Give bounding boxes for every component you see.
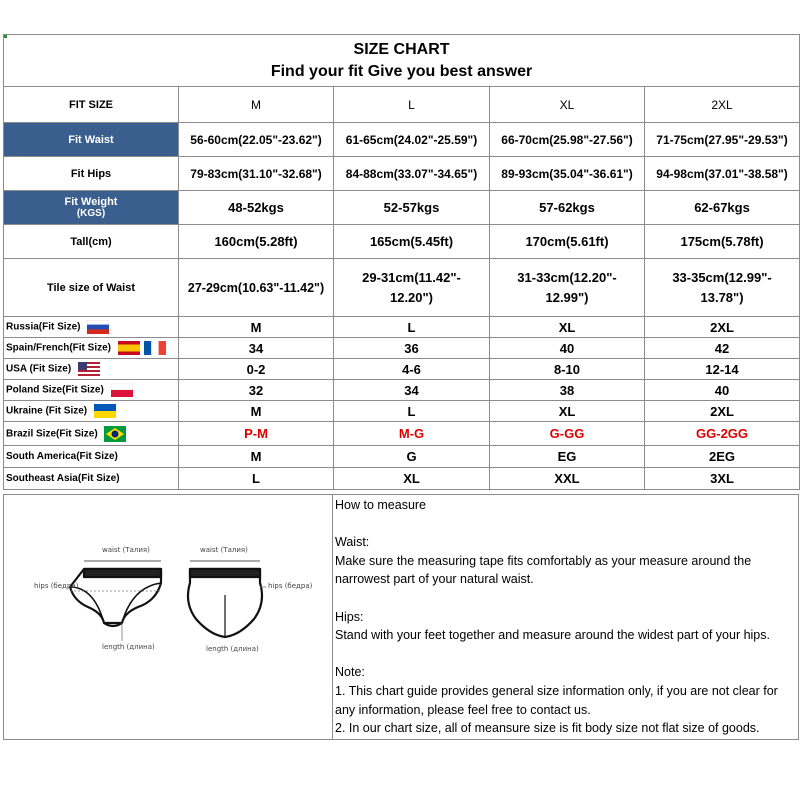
fit-size-header: FIT SIZE <box>4 87 179 123</box>
row-label <box>4 401 179 422</box>
poland-flag-icon <box>111 383 133 397</box>
france-flag-icon <box>144 341 166 355</box>
back-waist-label: waist (Талия) <box>200 546 248 554</box>
table-cell: 2XL <box>645 317 800 338</box>
table-cell: 57-62kgs <box>490 191 645 225</box>
brazil-flag-icon <box>104 426 126 442</box>
back-hips-label: hips (бедра) <box>268 582 313 590</box>
front-length-label: length (длина) <box>102 643 155 651</box>
fit-weight-unit: (KGS) <box>76 208 106 219</box>
row-label <box>4 338 179 359</box>
spain-flag-icon <box>118 341 140 355</box>
table-cell <box>645 259 800 317</box>
note-text-line: any information, please feel free to contact us. <box>335 702 591 717</box>
table-cell: G <box>334 446 490 468</box>
table-cell: 12-14 <box>645 359 800 380</box>
row-label: Southeast Asia(Fit Size) <box>4 468 179 490</box>
poland-row <box>4 380 800 401</box>
table-cell <box>490 259 645 317</box>
table-cell: 79-83cm(31.10"-32.68") <box>179 157 334 191</box>
russia-row <box>4 317 800 338</box>
table-cell: 3XL <box>645 468 800 490</box>
table-cell: P-M <box>179 422 334 446</box>
table-cell: 61-65cm(24.02"-25.59") <box>334 123 490 157</box>
table-cell: XXL <box>490 468 645 490</box>
row-label: Fit Hips <box>4 157 179 191</box>
size-header-l: L <box>334 87 490 123</box>
table-cell: 94-98cm(37.01"-38.58") <box>645 157 800 191</box>
note-text-line: 2. In our chart size, all of meansure size is fit body size not flat size of goods. <box>335 721 760 736</box>
region-label: USA (Fit Size) <box>6 363 72 375</box>
usa-row <box>4 359 800 380</box>
table-cell: 32 <box>179 380 334 401</box>
measure-section <box>3 494 799 740</box>
back-length-label: length (длина) <box>206 645 259 653</box>
brazil-row <box>4 422 800 446</box>
row-label: Fit Waist <box>4 123 179 157</box>
cell-line: 31-33cm(12.20"- <box>517 269 617 285</box>
size-header-xl: XL <box>490 87 645 123</box>
table-cell: XL <box>490 401 645 422</box>
table-cell: 2EG <box>645 446 800 468</box>
size-chart-sheet <box>3 34 799 490</box>
russia-flag-icon <box>87 320 109 334</box>
front-hips-label: hips (бедра) <box>34 582 79 590</box>
table-cell: 170cm(5.61ft) <box>490 225 645 259</box>
tile-waist-row <box>4 259 800 317</box>
row-label <box>4 359 179 380</box>
table-cell: G-GG <box>490 422 645 446</box>
south-america-row <box>4 446 800 468</box>
table-cell: M-G <box>334 422 490 446</box>
table-cell: 71-75cm(27.95"-29.53") <box>645 123 800 157</box>
cell-line: 12.99") <box>545 289 589 305</box>
hips-text-line: Stand with your feet together and measure around the widest part of your hips. <box>335 628 770 643</box>
table-cell: XL <box>334 468 490 490</box>
ukraine-flag-icon <box>94 404 116 418</box>
row-label <box>4 380 179 401</box>
row-label: South America(Fit Size) <box>4 446 179 468</box>
region-label: Russia(Fit Size) <box>6 321 81 333</box>
front-waist-label: waist (Талия) <box>102 546 150 554</box>
row-label: Tile size of Waist <box>4 259 179 317</box>
table-cell: GG-2GG <box>645 422 800 446</box>
table-cell: 34 <box>334 380 490 401</box>
table-cell: 36 <box>334 338 490 359</box>
table-cell <box>334 259 490 317</box>
table-cell: 34 <box>179 338 334 359</box>
table-cell: EG <box>490 446 645 468</box>
ukraine-row <box>4 401 800 422</box>
fit-weight-label: Fit Weight <box>64 196 118 208</box>
region-label: Spain/French(Fit Size) <box>6 342 112 354</box>
table-cell: 2XL <box>645 401 800 422</box>
region-label: Ukraine (Fit Size) <box>6 405 88 417</box>
table-cell: L <box>179 468 334 490</box>
cell-line: 29-31cm(11.42"- <box>362 269 461 285</box>
cell-line: 33-35cm(12.99"- <box>672 269 772 285</box>
southeast-asia-row <box>4 468 800 490</box>
region-label: Brazil Size(Fit Size) <box>6 428 98 440</box>
tall-row <box>4 225 800 259</box>
usa-flag-icon <box>78 362 100 376</box>
header-row <box>4 87 800 123</box>
row-label <box>4 191 179 225</box>
table-cell: XL <box>490 317 645 338</box>
page-subtitle: Find your fit Give you best answer <box>270 62 533 80</box>
table-cell: 62-67kgs <box>645 191 800 225</box>
waist-text-line: narrowest part of your natural waist. <box>335 572 534 587</box>
hips-title: Hips: <box>335 609 364 624</box>
table-cell: M <box>179 317 334 338</box>
table-cell: 84-88cm(33.07"-34.65") <box>334 157 490 191</box>
table-cell: 175cm(5.78ft) <box>645 225 800 259</box>
table-cell: 66-70cm(25.98"-27.56") <box>490 123 645 157</box>
table-cell: 8-10 <box>490 359 645 380</box>
table-cell: 42 <box>645 338 800 359</box>
table-cell: L <box>334 401 490 422</box>
page-title: SIZE CHART <box>353 40 450 58</box>
row-label: Tall(cm) <box>4 225 179 259</box>
table-cell: 38 <box>490 380 645 401</box>
measure-instructions <box>333 494 799 740</box>
measure-diagram <box>3 494 333 740</box>
table-cell: 48-52kgs <box>179 191 334 225</box>
table-cell: 40 <box>490 338 645 359</box>
cell-line: 13.78") <box>700 289 744 305</box>
fit-weight-row <box>4 191 800 225</box>
measure-heading: How to measure <box>335 498 427 512</box>
row-label <box>4 317 179 338</box>
table-cell: 56-60cm(22.05"-23.62") <box>179 123 334 157</box>
front-brief-icon <box>70 569 161 626</box>
underwear-diagram-icon <box>4 495 332 739</box>
table-cell: M <box>179 446 334 468</box>
table-cell: 40 <box>645 380 800 401</box>
table-cell <box>179 259 334 317</box>
fit-hips-row <box>4 157 800 191</box>
back-brief-icon <box>188 569 262 637</box>
table-cell: 4-6 <box>334 359 490 380</box>
note-title: Note: <box>335 665 365 680</box>
size-header-m: M <box>179 87 334 123</box>
size-table <box>3 34 800 490</box>
table-cell: 89-93cm(35.04"-36.61") <box>490 157 645 191</box>
waist-title: Waist: <box>335 535 370 550</box>
size-header-2xl: 2XL <box>645 87 800 123</box>
spain-france-row <box>4 338 800 359</box>
row-label <box>4 422 179 446</box>
table-cell: 52-57kgs <box>334 191 490 225</box>
table-cell: L <box>334 317 490 338</box>
table-cell: 165cm(5.45ft) <box>334 225 490 259</box>
cell-line: 27-29cm(10.63"-11.42") <box>187 280 325 295</box>
table-cell: M <box>179 401 334 422</box>
title-cell <box>4 35 800 87</box>
fit-waist-row <box>4 123 800 157</box>
cell-line: 12.20") <box>389 289 434 305</box>
note-text-line: 1. This chart guide provides general size information only, if you are not clear for <box>335 683 778 698</box>
waist-text-line: Make sure the measuring tape fits comfortably as your measure around the <box>335 553 752 568</box>
region-label: Poland Size(Fit Size) <box>6 384 104 396</box>
table-cell: 160cm(5.28ft) <box>179 225 334 259</box>
table-cell: 0-2 <box>179 359 334 380</box>
